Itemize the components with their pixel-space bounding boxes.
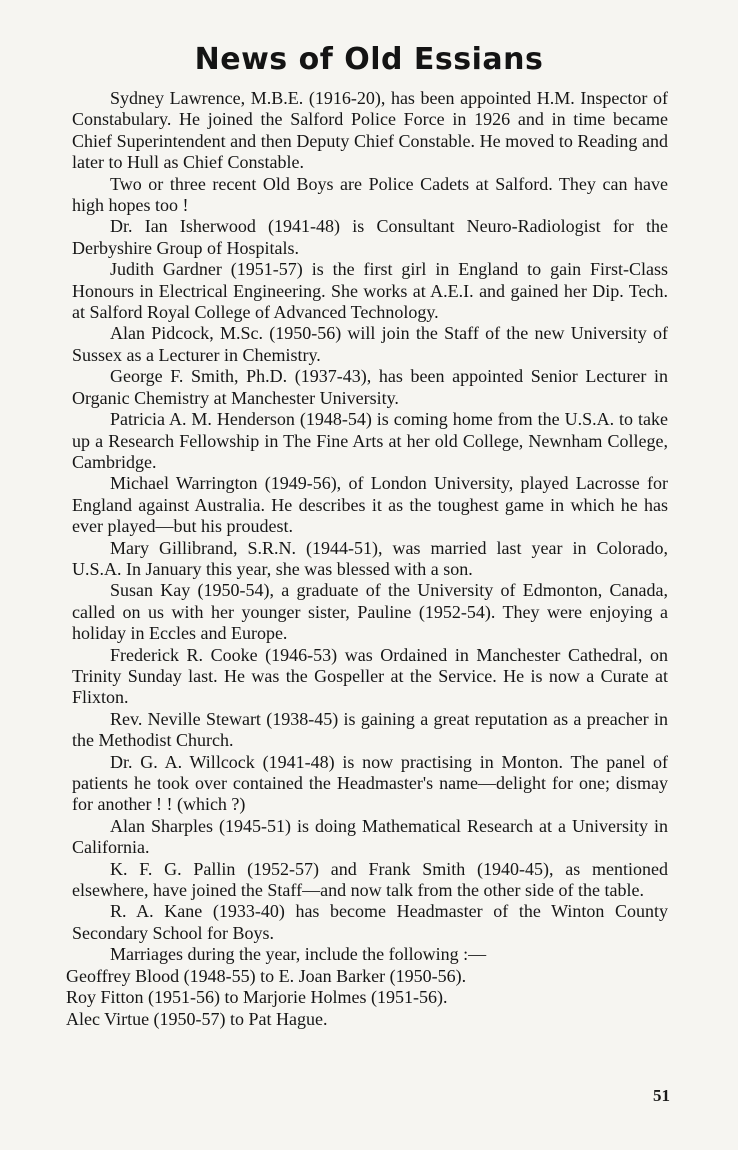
- page-number: 51: [653, 1086, 670, 1105]
- paragraph: George F. Smith, Ph.D. (1937-43), has been appointed Senior Lecturer in Organic Chemistry at Manchester University.: [72, 366, 668, 408]
- paragraph: Alan Sharples (1945-51) is doing Mathematical Research at a University in California.: [72, 815, 668, 858]
- paragraph: Dr. G. A. Willcock (1941-48) is now practising in Monton. The panel of patients he took over contained the Headmaster's name—delight for one; dismay for another ! ! (which ?): [72, 751, 668, 815]
- paragraph: Susan Kay (1950-54), a graduate of the University of Edmonton, Canada, called on us with her younger sister, Pauline (1952-54). They were enjoying a holiday in Eccles and Europe.: [72, 580, 668, 644]
- marriage-entry: Roy Fitton (1951-56) to Marjorie Holmes (1951-56).: [66, 987, 448, 1008]
- paragraph: Judith Gardner (1951-57) is the first girl in England to gain First-Class Honours in Electrical Engineering. She works at A.E.I. and gained her Dip. Tech. at Salford Royal College of Advanced Technology.: [72, 259, 668, 323]
- paragraph: R. A. Kane (1933-40) has become Headmaster of the Winton County Secondary School for Boys.: [72, 901, 668, 943]
- paragraph: Frederick R. Cooke (1946-53) was Ordained in Manchester Cathedral, on Trinity Sunday last. He was the Gospeller at the Service. He is now a Curate at Flixton.: [72, 644, 668, 708]
- paragraph: K. F. G. Pallin (1952-57) and Frank Smith (1940-45), as mentioned elsewhere, have joined the Staff—and now talk from the other side of the table.: [72, 858, 668, 901]
- paragraph: Two or three recent Old Boys are Police Cadets at Salford. They can have high hopes too !: [72, 173, 668, 216]
- paragraph: Michael Warrington (1949-56), of London University, played Lacrosse for England against Australia. He describes it as the toughest game in which he has ever played—but his proudest.: [72, 473, 668, 537]
- page-title: News of Old Essians: [194, 42, 544, 77]
- marriages-list: [66, 966, 666, 1030]
- paragraph: Rev. Neville Stewart (1938-45) is gaining a great reputation as a preacher in the Methodist Church.: [72, 708, 668, 751]
- paragraph: Dr. Ian Isherwood (1941-48) is Consultant Neuro-Radiologist for the Derbyshire Group of Hospitals.: [72, 216, 668, 258]
- marriage-entry: Geoffrey Blood (1948-55) to E. Joan Barker (1950-56).: [66, 966, 467, 986]
- paragraph: Marriages during the year, include the following :—: [110, 944, 487, 965]
- paragraph: Sydney Lawrence, M.B.E. (1916-20), has been appointed H.M. Inspector of Constabulary. He joined the Salford Police Force in 1926 and in time became Chief Superintendent and then Deputy Chief Constable. He moved to Reading and later to Hull as Chief Constable.: [72, 88, 668, 173]
- news-body: [72, 88, 668, 966]
- paragraph: Alan Pidcock, M.Sc. (1950-56) will join the Staff of the new University of Sussex as a Lecturer in Chemistry.: [72, 323, 668, 365]
- paragraph: Mary Gillibrand, S.R.N. (1944-51), was married last year in Colorado, U.S.A. In January this year, she was blessed with a son.: [72, 537, 668, 579]
- marriage-entry: Alec Virtue (1950-57) to Pat Hague.: [66, 1008, 328, 1029]
- paragraph: Patricia A. M. Henderson (1948-54) is coming home from the U.S.A. to take up a Research Fellowship in The Fine Arts at her old College, Newnham College, Cambridge.: [72, 409, 668, 472]
